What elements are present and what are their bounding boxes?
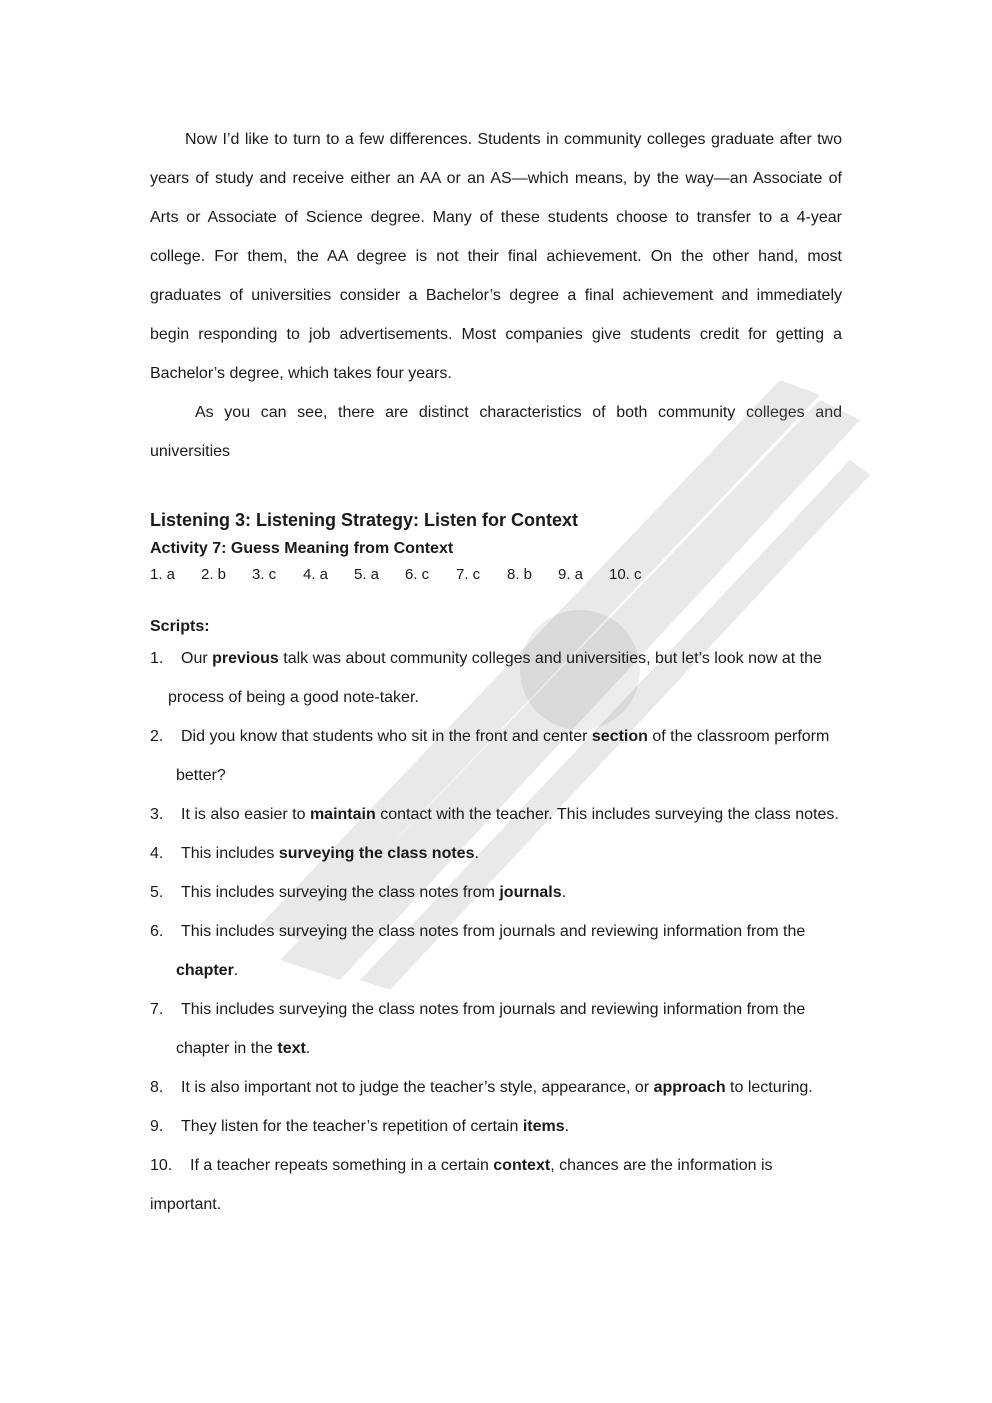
answer-item: 9. a (558, 566, 584, 583)
key-word: context (493, 1157, 551, 1174)
answer-item: 6. c (405, 566, 430, 583)
script-item: 10. If a teacher repeats something in a certain context, chances are the information is important. (150, 1146, 850, 1224)
script-item: 9. They listen for the teacher’s repetition of certain items. (150, 1107, 850, 1146)
key-word: items (522, 1118, 565, 1135)
script-number: 2. (150, 728, 164, 745)
scripts-label: Scripts: (150, 618, 210, 635)
script-item: 1. Our previous talk was about community colleges and universities, but let’s look now at the process of being a good note-taker. (150, 639, 850, 717)
key-word: surveying the class notes (278, 845, 475, 862)
script-number: 1. (150, 650, 164, 667)
script-number: 7. (150, 1001, 164, 1018)
key-word: chapter (176, 962, 234, 979)
key-word: maintain (309, 806, 376, 823)
script-item: 3. It is also easier to maintain contact with the teacher. This includes surveying the class notes. (150, 795, 850, 834)
script-number: 8. (150, 1079, 164, 1096)
answer-item: 8. b (507, 566, 533, 583)
answer-item: 7. c (456, 566, 481, 583)
activity-title: Activity 7: Guess Meaning from Context (150, 540, 454, 557)
scripts-list (150, 639, 850, 1224)
key-word: text (277, 1040, 306, 1057)
script-number: 10. (150, 1157, 173, 1174)
body-text (150, 120, 842, 471)
answer-item: 10. c (609, 566, 642, 583)
script-item: 5. This includes surveying the class notes from journals. (150, 873, 850, 912)
script-number: 3. (150, 806, 164, 823)
script-item: 4. This includes surveying the class notes. (150, 834, 850, 873)
answer-key (150, 566, 642, 583)
key-word: journals (499, 884, 562, 901)
answer-item: 5. a (354, 566, 380, 583)
script-item: 2. Did you know that students who sit in the front and center section of the classroom perform better? (150, 717, 850, 795)
script-number: 6. (150, 923, 164, 940)
answer-item: 1. a (150, 566, 176, 583)
answer-item: 4. a (303, 566, 329, 583)
answer-item: 3. c (252, 566, 277, 583)
paragraph-conclusion: As you can see, there are distinct characteristics of both community colleges and universities (150, 404, 842, 460)
answer-item: 2. b (201, 566, 227, 583)
key-word: section (591, 728, 648, 745)
script-item: 7. This includes surveying the class notes from journals and reviewing information from the chapter in the text. (150, 990, 850, 1068)
section-title: Listening 3: Listening Strategy: Listen for Context (150, 510, 579, 530)
script-number: 5. (150, 884, 164, 901)
script-number: 9. (150, 1118, 164, 1135)
paragraph-differences: Now I’d like to turn to a few differences. Students in community colleges graduate after two years of study and receive either an AA or an AS—which means, by the way—an Associate of Arts or Associate of Science degree. Many of these students choose to transfer to a 4-year college. For them, the AA degree is not their final achievement. On the other hand, most graduates of universities consider a Bachelor’s degree a final achievement and immediately begin responding to job advertisements. Most companies give students credit for getting a Bachelor’s degree, which takes four years. (150, 131, 842, 382)
key-word: approach (653, 1079, 726, 1096)
script-item: 8. It is also important not to judge the teacher’s style, appearance, or approach to lecturing. (150, 1068, 850, 1107)
script-number: 4. (150, 845, 164, 862)
key-word: previous (212, 650, 279, 667)
script-item: 6. This includes surveying the class notes from journals and reviewing information from the chapter. (150, 912, 850, 990)
